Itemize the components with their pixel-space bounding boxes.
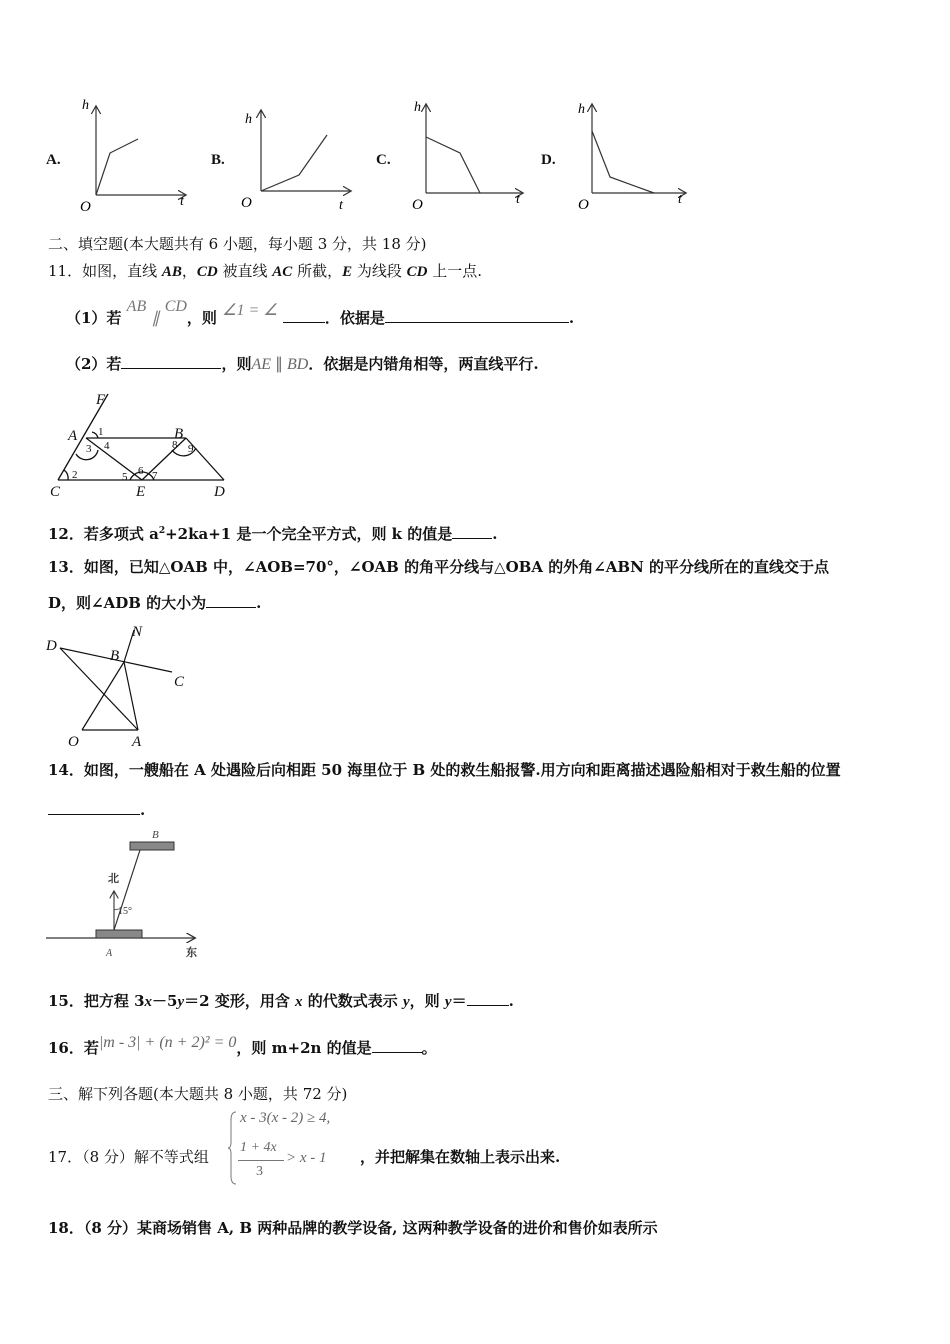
option-c-graph bbox=[402, 95, 532, 215]
svg-text:A: A bbox=[68, 428, 78, 444]
svg-text:N: N bbox=[132, 624, 143, 640]
q17-instruction: ，并把解集在数轴上表示出来. bbox=[360, 1148, 561, 1166]
q17-inequality-system bbox=[228, 1110, 358, 1186]
q14-line1: 14．如图，一艘船在 A 处遇险后向相距 50 海里位于 B 处的救生船报警.用方向和距离描述遇险船相对于救生船的位置 bbox=[48, 761, 841, 779]
q14-figure bbox=[44, 826, 204, 964]
c-origin: O bbox=[412, 197, 423, 213]
b-origin: O bbox=[241, 195, 252, 211]
q13-line2: D，则∠ADB 的大小为 . bbox=[48, 594, 262, 612]
svg-text:15°: 15° bbox=[118, 906, 132, 917]
option-d-graph bbox=[570, 95, 700, 215]
option-b-graph bbox=[235, 105, 365, 215]
q16-expression: |m - 3| + (n + 2)² = 0 bbox=[98, 1034, 237, 1051]
svg-text:C: C bbox=[174, 674, 185, 690]
svg-text:B: B bbox=[152, 829, 159, 841]
q11-stem: 11．如图，直线 AB，CD 被直线 AC 所截，E 为线段 CD 上一点. bbox=[48, 262, 483, 280]
svg-text:B: B bbox=[110, 648, 120, 664]
svg-text:5: 5 bbox=[122, 471, 128, 483]
option-b-label: B. bbox=[211, 152, 225, 168]
c-axis-t: t bbox=[516, 192, 520, 207]
option-c-label: C. bbox=[376, 152, 391, 168]
svg-text:6: 6 bbox=[138, 465, 144, 477]
svg-text:F: F bbox=[96, 392, 106, 408]
svg-text:E: E bbox=[136, 484, 146, 500]
option-d-label: D. bbox=[541, 152, 556, 168]
q15-blank[interactable] bbox=[467, 991, 509, 1006]
q11-p1-blank2[interactable] bbox=[385, 308, 569, 323]
b-axis-t: t bbox=[339, 198, 343, 213]
q11-part1: （1）若 AB ∥ CD，则 ∠1 = ∠ ．依据是 . bbox=[66, 298, 575, 327]
d-axis-t: t bbox=[678, 192, 682, 207]
q11-p1-blank1[interactable] bbox=[283, 308, 325, 323]
q11-figure bbox=[46, 390, 246, 502]
svg-text:8: 8 bbox=[172, 439, 178, 451]
q13-figure bbox=[42, 620, 202, 752]
svg-text:7: 7 bbox=[152, 470, 158, 482]
svg-text:9: 9 bbox=[188, 443, 194, 455]
b-axis-h: h bbox=[245, 112, 252, 127]
d-axis-h: h bbox=[578, 102, 585, 117]
q18-text: 18．（8 分）某商场销售 A, B 两种品牌的教学设备, 这两种教学设备的进价和售价如表所示 bbox=[48, 1219, 658, 1237]
svg-text:东: 东 bbox=[186, 947, 197, 959]
q17-brace bbox=[228, 1110, 238, 1186]
a-axis-h: h bbox=[82, 98, 89, 113]
svg-text:1: 1 bbox=[98, 426, 104, 438]
svg-text:O: O bbox=[68, 734, 79, 750]
q17-label: 17．（8 分）解不等式组 bbox=[48, 1148, 209, 1166]
option-a-label: A. bbox=[46, 152, 61, 168]
q17-ineq1: x - 3(x - 2) ≥ 4, bbox=[240, 1110, 331, 1126]
q12-blank[interactable] bbox=[452, 524, 492, 539]
svg-text:D: D bbox=[214, 484, 225, 500]
q11-part2: （2）若 ，则AE ∥ BD．依据是内错角相等，两直线平行. bbox=[66, 355, 539, 373]
q15-text: 15．把方程 3x－5y＝2 变形，用含 x 的代数式表示 y，则 y＝ . bbox=[48, 992, 514, 1010]
svg-text:4: 4 bbox=[104, 440, 110, 452]
svg-text:C: C bbox=[50, 484, 61, 500]
section3-title: 三、解下列各题(本大题共 8 小题，共 72 分) bbox=[48, 1085, 348, 1103]
section2-title: 二、填空题(本大题共有 6 小题，每小题 3 分，共 18 分) bbox=[48, 235, 427, 253]
svg-text:D: D bbox=[46, 638, 57, 654]
q17-frac-num: 1 + 4x bbox=[240, 1140, 277, 1155]
svg-text:B: B bbox=[174, 426, 184, 442]
svg-text:3: 3 bbox=[86, 443, 92, 455]
q11-p2-blank[interactable] bbox=[121, 354, 221, 369]
q13-blank[interactable] bbox=[206, 593, 256, 608]
q13-line1: 13．如图，已知△OAB 中，∠AOB=70°，∠OAB 的角平分线与△OBA 的外角∠ABN 的平分线所在的直线交于点 bbox=[48, 558, 830, 576]
q16-text: 16．若|m - 3| + (n + 2)² = 0，则 m+2n 的值是 。 bbox=[48, 1034, 437, 1057]
d-origin: O bbox=[578, 197, 589, 213]
a-origin: O bbox=[80, 199, 91, 215]
svg-text:北: 北 bbox=[108, 873, 119, 885]
q17-ineq2-rest: > x - 1 bbox=[286, 1150, 327, 1166]
q14-blank[interactable] bbox=[48, 800, 140, 815]
a-axis-t: t bbox=[180, 194, 184, 209]
c-axis-h: h bbox=[414, 100, 421, 115]
q17-frac-line bbox=[238, 1160, 284, 1161]
svg-text:A: A bbox=[132, 734, 142, 750]
svg-text:A: A bbox=[106, 948, 113, 959]
q17-frac-den: 3 bbox=[256, 1164, 263, 1179]
q14-line2: . bbox=[48, 800, 145, 820]
q16-blank[interactable] bbox=[372, 1038, 422, 1053]
svg-text:2: 2 bbox=[72, 469, 78, 481]
option-a-graph bbox=[70, 95, 200, 215]
q12-text: 12．若多项式 $a^2+2ka+1$ 是一个完全平方式，则 k 的值是 . bbox=[48, 525, 498, 543]
